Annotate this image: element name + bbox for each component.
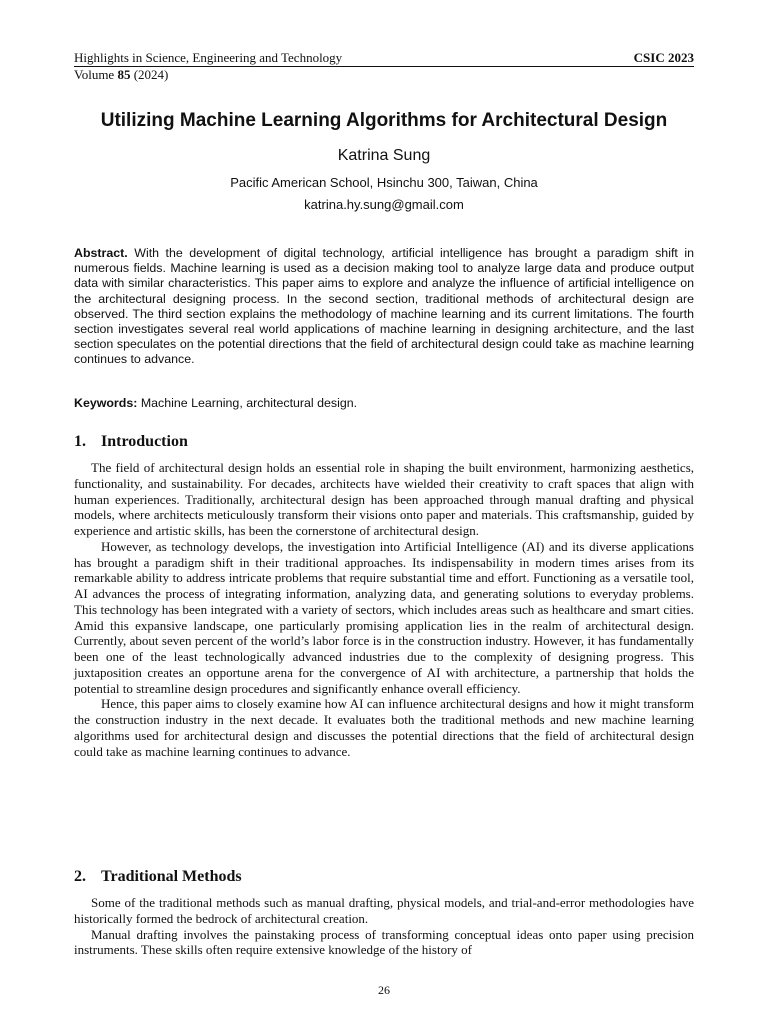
keywords-label: Keywords:	[74, 396, 138, 410]
traditional-methods-body	[74, 895, 694, 958]
section-heading-traditional-methods	[74, 868, 242, 886]
volume-label: Volume	[74, 67, 115, 82]
section-number: 1.	[74, 433, 86, 450]
keywords	[74, 396, 694, 410]
abstract-text: With the development of digital technology, artificial intelligence has brought a paradigm shift in numerous fields. Machine learning is used as a decision making tool to analyze large data and produce output data with similar characteristics. This paper aims to explore and analyze the influence of artificial intelligence on the architectural designing process. In the second section, traditional methods of architectural design are observed. The third section explains the methodology of machine learning and its current limitations. The fourth section investigates several real world applications of machine learning in designing architecture, and the last section speculates on the potential directions that the field of architectural design could take as machine learning continues to advance.	[74, 246, 694, 367]
journal-name: Highlights in Science, Engineering and Technology	[74, 50, 343, 65]
paragraph: However, as technology develops, the investigation into Artificial Intelligence (AI) and its diverse applications has brought a paradigm shift in their traditional approaches. Its indispensability in modern times arises from its remarkable ability to address intricate problems that require substantial time and effort. Functioning as a versatile tool, AI advances the process of integrating information, analyzing data, and generating solutions to everyday problems. This technology has been integrated with a variety of sectors, which includes areas such as healthcare and smart cities. Amid this expansive landscape, one particularly promising application lies in the realm of architectural design. Currently, about seven percent of the world’s labor force is in the construction industry. However, it has fundamentally been one of the least technologically advanced industries due to the complexity of designing progress. This juxtaposition creates an opportune arena for the convergence of AI with architecture, a partnership that holds the potential to streamline design procedures and significantly enhance overall efficiency.	[74, 538, 694, 696]
abstract	[74, 246, 694, 368]
paragraph: Some of the traditional methods such as manual drafting, physical models, and trial-and-error methodologies have historically formed the bedrock of architectural creation.	[74, 895, 694, 926]
paragraph: The field of architectural design holds an essential role in shaping the built environment, harmonizing aesthetics, functionality, and sustainability. For decades, architects have wielded their creativity to craft spaces that align with human experiences. Traditionally, architectural design has been approached through manual drafting and physical models, where architects meticulously transform their visions onto paper and materials. This craftsmanship, guided by experience and artistic skills, has been the cornerstone of architectural design.	[74, 460, 694, 538]
header-top-row	[74, 50, 694, 67]
introduction-body	[74, 460, 694, 759]
paper-title: Utilizing Machine Learning Algorithms for Architectural Design	[100, 110, 668, 131]
section-heading-introduction	[74, 433, 188, 451]
section-title: Introduction	[101, 433, 188, 450]
author-name: Katrina Sung	[337, 147, 431, 164]
section-number: 2.	[74, 868, 86, 885]
paragraph: Hence, this paper aims to closely examine how AI can influence architectural designs and how it might transform the construction industry in the next decade. It evaluates both the traditional methods and new machine learning algorithms used for architectural design and discusses the potential directions that the field of architectural design could take as machine learning continues to advance.	[74, 696, 694, 759]
volume-number: 85	[117, 67, 131, 82]
volume-year: (2024)	[133, 67, 169, 82]
keywords-text: Machine Learning, architectural design.	[140, 396, 358, 410]
author-email: katrina.hy.sung@gmail.com	[304, 197, 464, 212]
page-number: 26	[378, 983, 390, 997]
abstract-label: Abstract.	[74, 246, 128, 260]
section-title: Traditional Methods	[101, 868, 242, 885]
paragraph: Manual drafting involves the painstaking process of transforming conceptual ideas onto paper using precision instruments. These skills often require extensive knowledge of the history of	[74, 926, 694, 958]
conference-name: CSIC 2023	[633, 50, 694, 65]
volume-line	[74, 67, 694, 83]
running-header	[74, 50, 694, 83]
author-affiliation: Pacific American School, Hsinchu 300, Taiwan, China	[230, 175, 538, 190]
